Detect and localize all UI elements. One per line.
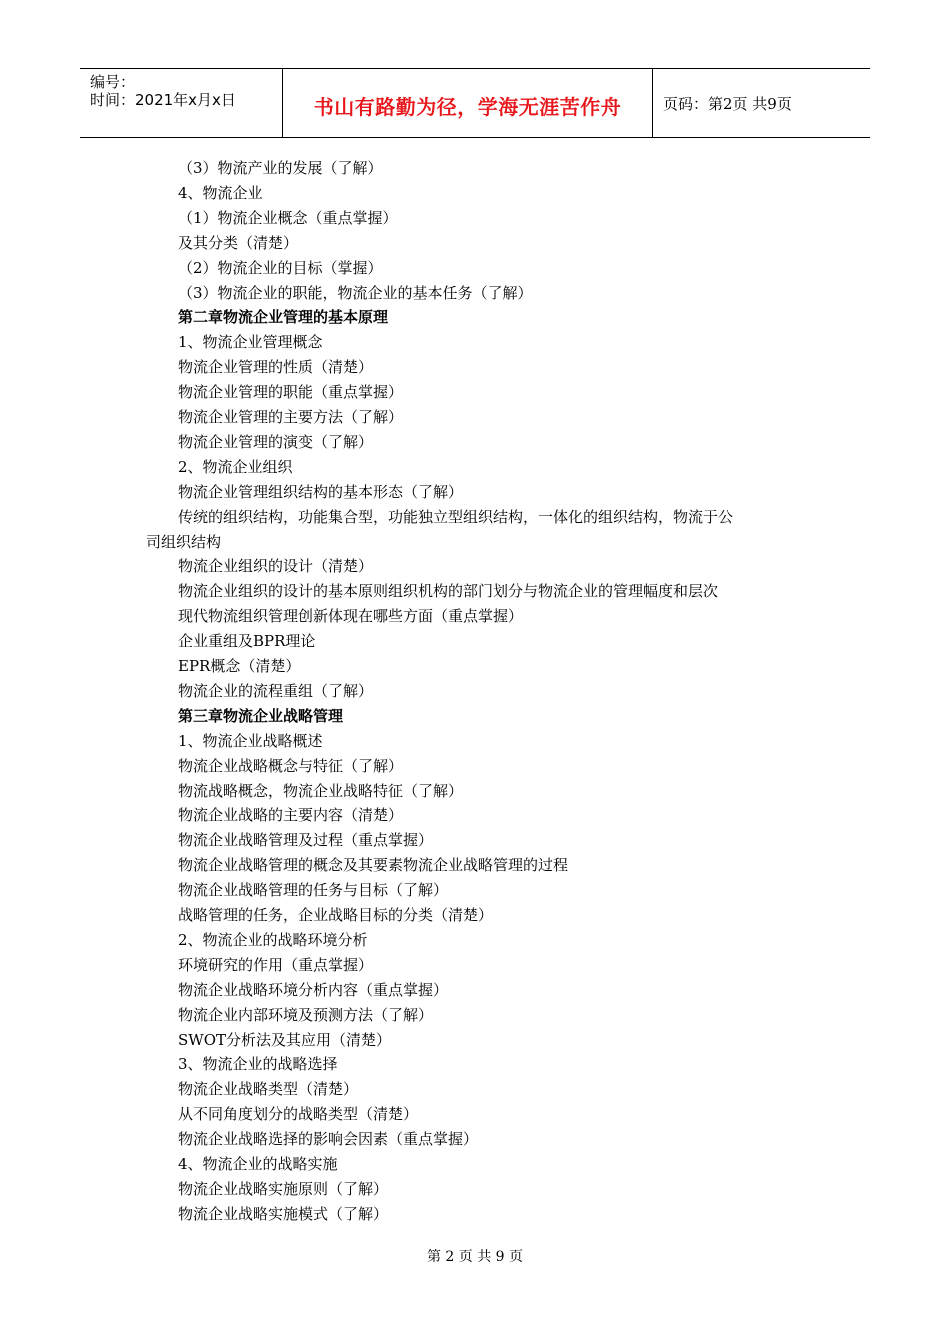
header-page-info: 页码：第2页 共9页 — [663, 95, 792, 113]
outline-line: （3）物流产业的发展（了解） — [178, 159, 383, 177]
outline-line: EPR概念（清楚） — [178, 657, 301, 675]
outline-line: 从不同角度划分的战略类型（清楚） — [178, 1105, 419, 1124]
outline-line: 物流企业战略管理的任务与目标（了解） — [178, 881, 449, 900]
outline-line: （2）物流企业的目标（掌握） — [178, 258, 383, 277]
outline-line: 1、物流企业战略概述 — [178, 731, 323, 750]
outline-line: 及其分类（清楚） — [178, 233, 299, 252]
outline-line: 物流企业战略管理的概念及其要素物流企业战略管理的过程 — [178, 856, 569, 875]
outline-line: 物流企业战略概念与特征（了解） — [178, 756, 404, 775]
header-middle-cell — [283, 69, 653, 137]
outline-line: 物流企业组织的设计（清楚） — [178, 557, 374, 576]
outline-line: 物流企业战略环境分析内容（重点掌握） — [178, 980, 449, 999]
outline-line: 2、物流企业组织 — [178, 457, 293, 476]
outline-line: 物流企业的流程重组（了解） — [178, 681, 374, 700]
outline-line: （1）物流企业概念（重点掌握） — [178, 208, 398, 227]
outline-line: 物流企业战略实施原则（了解） — [178, 1179, 389, 1198]
page-header — [80, 68, 870, 138]
outline-line: 物流企业战略实施模式（了解） — [178, 1204, 389, 1223]
outline-line: 物流企业战略管理及过程（重点掌握） — [178, 831, 434, 850]
outline-line: 1、物流企业管理概念 — [178, 333, 323, 352]
outline-line: 传统的组织结构，功能集合型，功能独立型组织结构，一体化的组织结构，物流于公 — [178, 507, 734, 526]
outline-line: 3、物流企业的战略选择 — [178, 1055, 338, 1074]
outline-line: 物流企业战略的主要内容（清楚） — [178, 806, 404, 825]
outline-line: 现代物流组织管理创新体现在哪些方面（重点掌握） — [178, 607, 524, 626]
chapter-heading: 第三章物流企业战略管理 — [178, 706, 344, 725]
outline-line: 企业重组及BPR理论 — [178, 632, 316, 651]
page-footer: 第 2 页 共 9 页 — [426, 1249, 524, 1265]
header-motto: 书山有路勤为径，学海无涯苦作舟 — [313, 95, 622, 119]
outline-line: 物流企业战略类型（清楚） — [178, 1080, 359, 1099]
date-label: 时间：2021年x月x日 — [90, 91, 236, 109]
outline-line: 物流企业组织的设计的基本原则组织机构的部门划分与物流企业的管理幅度和层次 — [178, 582, 719, 601]
outline-line: 物流企业战略选择的影响会因素（重点掌握） — [178, 1130, 479, 1149]
outline-line: 4、物流企业 — [178, 183, 263, 202]
outline-line: 物流企业管理的演变（了解） — [178, 432, 374, 451]
outline-line: 战略管理的任务，企业战略目标的分类（清楚） — [178, 906, 494, 924]
header-left-cell — [80, 69, 283, 137]
outline-line: 2、物流企业的战略环境分析 — [178, 930, 368, 949]
serial-label: 编号： — [90, 73, 136, 91]
outline-line: 物流战略概念，物流企业战略特征（了解） — [178, 781, 464, 800]
header-right-cell — [653, 69, 870, 137]
outline-line: 4、物流企业的战略实施 — [178, 1155, 338, 1173]
outline-line: 物流企业管理的主要方法（了解） — [178, 408, 404, 426]
outline-line: 环境研究的作用（重点掌握） — [178, 955, 374, 974]
outline-line: 物流企业管理的职能（重点掌握） — [178, 383, 404, 402]
outline-line: 物流企业内部环境及预测方法（了解） — [178, 1005, 434, 1024]
outline-line: 司组织结构 — [146, 532, 222, 551]
chapter-heading: 第二章物流企业管理的基本原理 — [178, 308, 389, 327]
outline-line: 物流企业管理的性质（清楚） — [178, 358, 374, 377]
outline-line: 物流企业管理组织结构的基本形态（了解） — [178, 482, 464, 501]
outline-line: （3）物流企业的职能，物流企业的基本任务（了解） — [178, 283, 533, 302]
outline-line: SWOT分析法及其应用（清楚） — [178, 1030, 391, 1049]
